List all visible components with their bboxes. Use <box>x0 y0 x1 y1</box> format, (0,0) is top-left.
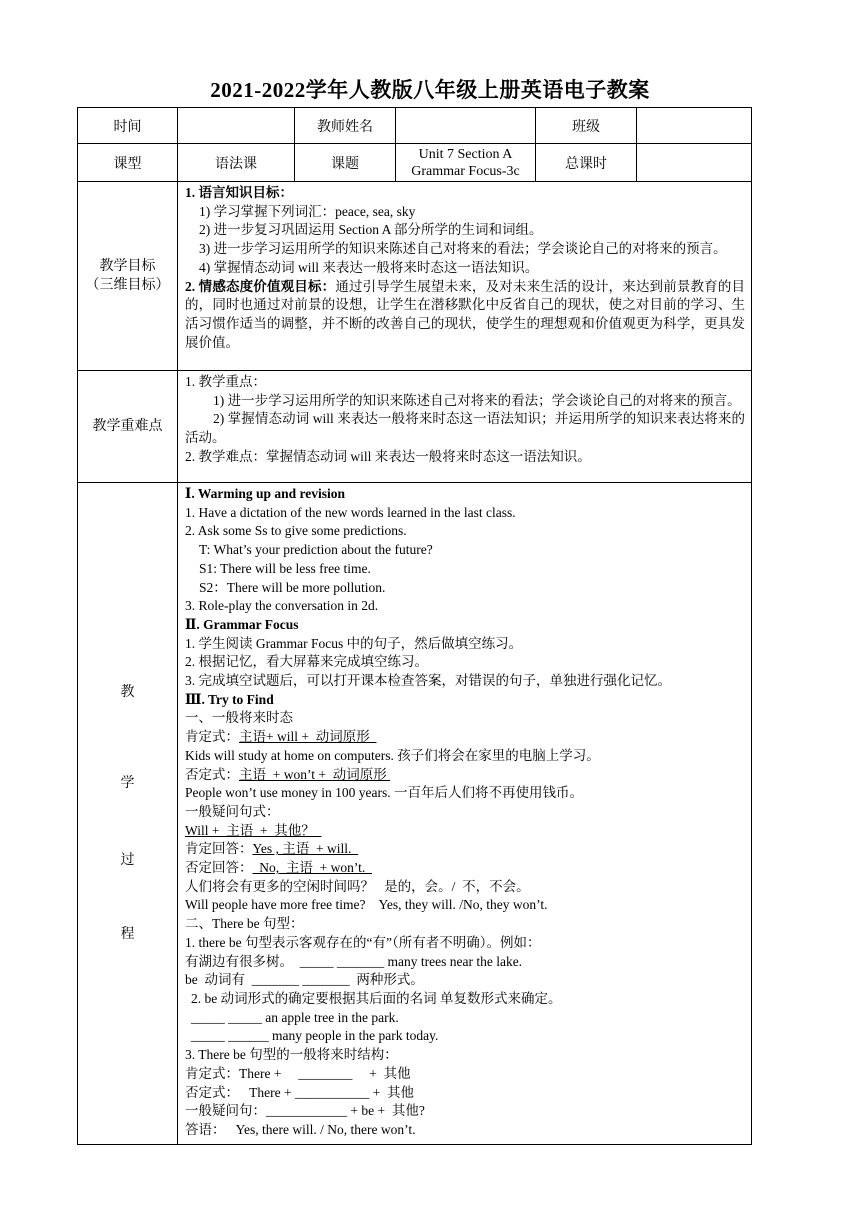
label-text: 肯定回答： <box>185 841 253 857</box>
formula-text: 主语+ will + 动词原形 <box>239 729 377 745</box>
process-label-char: 过 <box>120 853 135 868</box>
objectives-row <box>78 182 752 371</box>
objectives-label-line-2: （三维目标） <box>85 278 170 293</box>
label-text: 否定回答： <box>185 860 253 876</box>
key-points-row <box>78 371 752 483</box>
formula-text: 主语 + won’t + 动词原形 <box>239 766 391 782</box>
process-line: 答语： Yes, there will. / No, there won’t. <box>185 1121 416 1137</box>
class-value[interactable] <box>637 108 752 144</box>
time-value[interactable] <box>178 108 295 144</box>
process-line: 2. 根据记忆，看大屏幕来完成填空练习。 <box>185 654 428 670</box>
difficulty-line: 2. 教学难点：掌握情态动词 will 来表达一般将来时态这一语法知识。 <box>185 448 591 464</box>
header-row-2 <box>78 144 752 182</box>
objective-item: 4) 掌握情态动词 will 来表达一般将来时态这一语法知识。 <box>199 259 539 275</box>
teacher-label: 教师姓名 <box>295 108 396 144</box>
objectives-label-line-1: 教学目标 <box>99 259 156 274</box>
lesson-plan-table <box>77 107 752 1145</box>
process-line: 3. Role-play the conversation in 2d. <box>185 598 379 614</box>
section-heading: Ⅱ. Grammar Focus <box>185 616 299 632</box>
objective-item: 3) 进一步学习运用所学的知识来陈述自己对将来的看法；学会谈论自己的对将来的预言。 <box>199 241 727 257</box>
process-line: 1. Have a dictation of the new words learned in the last class. <box>185 504 516 520</box>
process-content <box>178 483 752 1145</box>
page-title: 2021-2022学年人教版八年级上册英语电子教案 <box>210 78 650 102</box>
type-label: 课型 <box>78 144 178 182</box>
process-label-char: 程 <box>120 927 135 942</box>
objective-affective <box>185 278 745 353</box>
objective-item: 2) 进一步复习巩固运用 Section A 部分所学的生词和词组。 <box>199 222 543 238</box>
hours-label: 总课时 <box>536 144 637 182</box>
process-label <box>78 483 178 1145</box>
key-point-item: 2) 掌握情态动词 will 来表达一般将来时态这一语法知识；并运用所学的知识来表达将来的活动。 <box>185 411 745 446</box>
process-line <box>185 859 745 878</box>
objective-heading-2: 2. 情感态度价值观目标： <box>185 278 336 294</box>
process-line: 否定式： There + ___________ + 其他 <box>185 1084 414 1100</box>
process-line: 肯定式：There + ________ + 其他 <box>185 1065 411 1081</box>
process-line: 二、There be 句型： <box>185 916 304 932</box>
process-line: 1. there be 句型表示客观存在的“有”（所有者不明确）。例如： <box>185 934 541 950</box>
process-line: People won’t use money in 100 years. 一百年后人们将不再使用钱币。 <box>185 785 583 801</box>
type-value: 语法课 <box>178 144 295 182</box>
process-line: _____ ______ many people in the park today. <box>191 1028 439 1044</box>
key-points-label: 教学重难点 <box>78 371 178 483</box>
process-line: 2. Ask some Ss to give some predictions. <box>185 523 407 539</box>
process-line: T: What’s your prediction about the future? <box>199 542 433 558</box>
formula-text: No, 主语 + won’t. <box>252 860 372 876</box>
objectives-label <box>78 182 178 371</box>
process-line: 2. be 动词形式的确定要根据其后面的名词 单复数形式来确定。 <box>191 990 562 1006</box>
section-heading: Ⅰ. Warming up and revision <box>185 486 345 501</box>
process-label-char: 教 <box>120 685 135 700</box>
process-row <box>78 483 752 1145</box>
formula-text: Will + 主语 + 其他？ <box>185 822 322 838</box>
class-label: 班级 <box>536 108 637 144</box>
process-line: Will people have more free time? Yes, they will. /No, they won’t. <box>185 897 548 913</box>
label-text: 肯定式： <box>185 729 239 745</box>
topic-line-1: Unit 7 Section A <box>418 146 513 162</box>
process-line: Kids will study at home on computers. 孩子们将会在家里的电脑上学习。 <box>185 747 600 763</box>
process-line: _____ _____ an apple tree in the park. <box>191 1009 399 1025</box>
process-line <box>185 728 745 747</box>
process-label-char: 学 <box>120 776 135 791</box>
process-line: 人们将会有更多的空闲时间吗？ 是的，会。/ 不，不会。 <box>185 878 530 894</box>
process-line: 有湖边有很多树。 _____ _______ many trees near the lake. <box>185 953 523 969</box>
key-point-item: 1) 进一步学习运用所学的知识来陈述自己对将来的看法；学会谈论自己的对将来的预言。 <box>213 392 741 408</box>
hours-value[interactable] <box>637 144 752 182</box>
label-text: 否定式： <box>185 766 239 782</box>
section-heading: Ⅲ. Try to Find <box>185 691 274 707</box>
process-line: 1. 学生阅读 Grammar Focus 中的句子，然后做填空练习。 <box>185 635 523 651</box>
header-row-1 <box>78 108 752 144</box>
process-line: S2：There will be more pollution. <box>199 579 386 595</box>
process-line: 一般疑问句：____________ + be + 其他? <box>185 1103 425 1119</box>
topic-value <box>396 144 536 182</box>
process-line <box>185 766 745 785</box>
topic-label: 课题 <box>295 144 396 182</box>
objective-item: 1) 学习掌握下列词汇：peace, sea, sky <box>199 203 416 219</box>
teacher-value[interactable] <box>396 108 536 144</box>
objectives-content <box>178 182 752 371</box>
process-line <box>185 822 745 841</box>
formula-text: Yes , 主语 + will. <box>252 841 359 857</box>
process-line: 3. There be 句型的一般将来时结构： <box>185 1047 398 1063</box>
objective-heading: 1. 语言知识目标： <box>185 185 293 200</box>
time-label: 时间 <box>78 108 178 144</box>
process-line: S1: There will be less free time. <box>199 560 371 576</box>
process-line <box>185 840 745 859</box>
key-points-content <box>178 371 752 483</box>
process-line: be 动词有 _______ _______ 两种形式。 <box>185 972 424 988</box>
key-point-heading: 1. 教学重点： <box>185 374 266 389</box>
process-line: 一般疑问句式： <box>185 803 280 819</box>
topic-line-2: Grammar Focus-3c <box>411 163 520 179</box>
process-line: 3. 完成填空试题后，可以打开课本检查答案，对错误的句子，单独进行强化记忆。 <box>185 673 671 689</box>
process-line: 一、一般将来时态 <box>185 710 293 726</box>
objective-affective-text: 通过引导学生展望未来，及对未来生活的设计，来达到前景教育的目的，同时也通过对前景的设想，让学生在潜移默化中反省自己的现状，使之对目前的学习、生活习惯作适当的调整，并不断的改善自己的现状，使学生的理想观和价值观更为科学，更具发展价值。 <box>185 278 746 350</box>
